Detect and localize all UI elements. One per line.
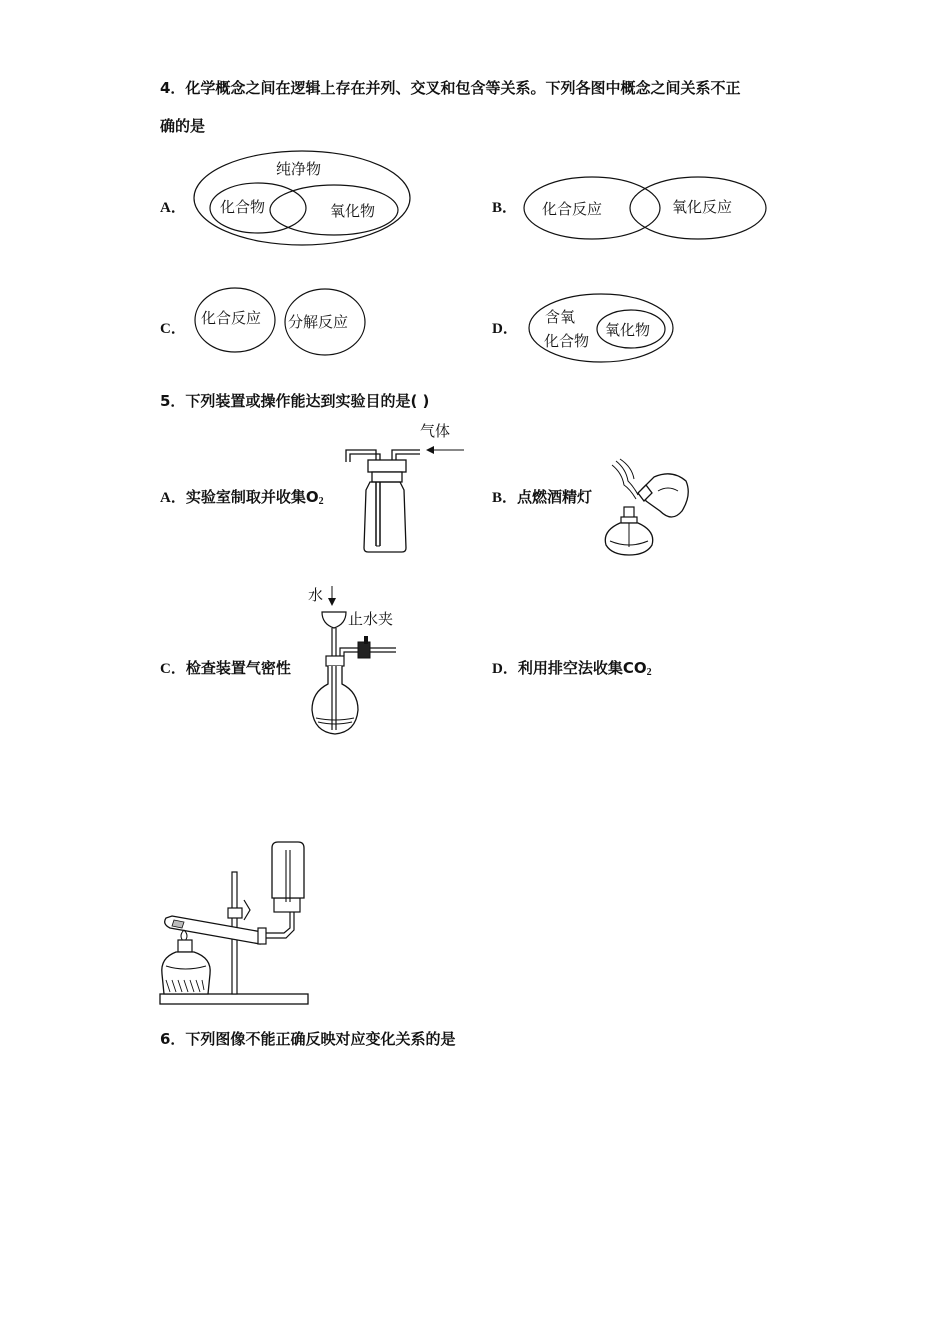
q4-option-a-letter: A． — [160, 200, 186, 216]
q4-option-b-venn — [522, 174, 772, 244]
q4-stem-line1: 4．化学概念之间在逻辑上存在并列、交叉和包含等关系。下列各图中概念之间关系不正 — [160, 79, 741, 97]
label-clamp: 止水夹 — [348, 610, 394, 628]
venn-oxygen-compound — [529, 294, 673, 362]
heating-collection-apparatus-figure — [158, 840, 318, 1012]
q5-option-b: B．点燃酒精灯 — [492, 488, 593, 506]
q5-option-a: A．实验室制取并收集$O_2$ — [160, 488, 324, 507]
q6-stem: 6．下列图像不能正确反映对应变化关系的是 — [160, 1030, 456, 1048]
label-water: 水 — [308, 586, 324, 604]
venn-label-combination: 化合反应 — [542, 200, 603, 218]
q5-option-d: D．利用排空法收集$CO_2$ — [492, 659, 652, 678]
q4-option-d-venn — [528, 292, 678, 364]
venn-label-decomposition: 分解反应 — [288, 313, 349, 331]
venn-label-compound: 化合物 — [544, 332, 590, 350]
q4-option-b-letter: B． — [492, 200, 518, 216]
venn-label-oxide: 氧化物 — [605, 321, 651, 339]
q4-stem-line2: 确的是 — [160, 117, 206, 135]
airtightness-check-figure — [302, 580, 412, 742]
q5-stem: 5．下列装置或操作能达到实验目的是( ) — [160, 392, 430, 410]
venn-label-oxygen: 含氧 — [545, 308, 576, 326]
q4-option-d-letter: D． — [492, 321, 518, 337]
venn-label-oxide: 氧化物 — [330, 202, 376, 220]
q5-option-c: C．检查装置气密性 — [160, 659, 291, 677]
q4-option-c-letter: C． — [160, 321, 186, 337]
venn-label-oxidation: 氧化反应 — [672, 198, 733, 216]
venn-label-pure: 纯净物 — [276, 160, 322, 178]
alcohol-lamp-lighting-figure — [598, 455, 698, 557]
venn-label-compound: 化合物 — [220, 198, 266, 216]
label-gas: 气体 — [420, 422, 451, 440]
q4-option-c-venn — [192, 286, 372, 358]
venn-label-combination: 化合反应 — [201, 309, 262, 327]
clamp-body — [358, 642, 370, 658]
q4-option-a-venn — [190, 148, 420, 248]
gas-washing-bottle-figure — [340, 420, 470, 555]
